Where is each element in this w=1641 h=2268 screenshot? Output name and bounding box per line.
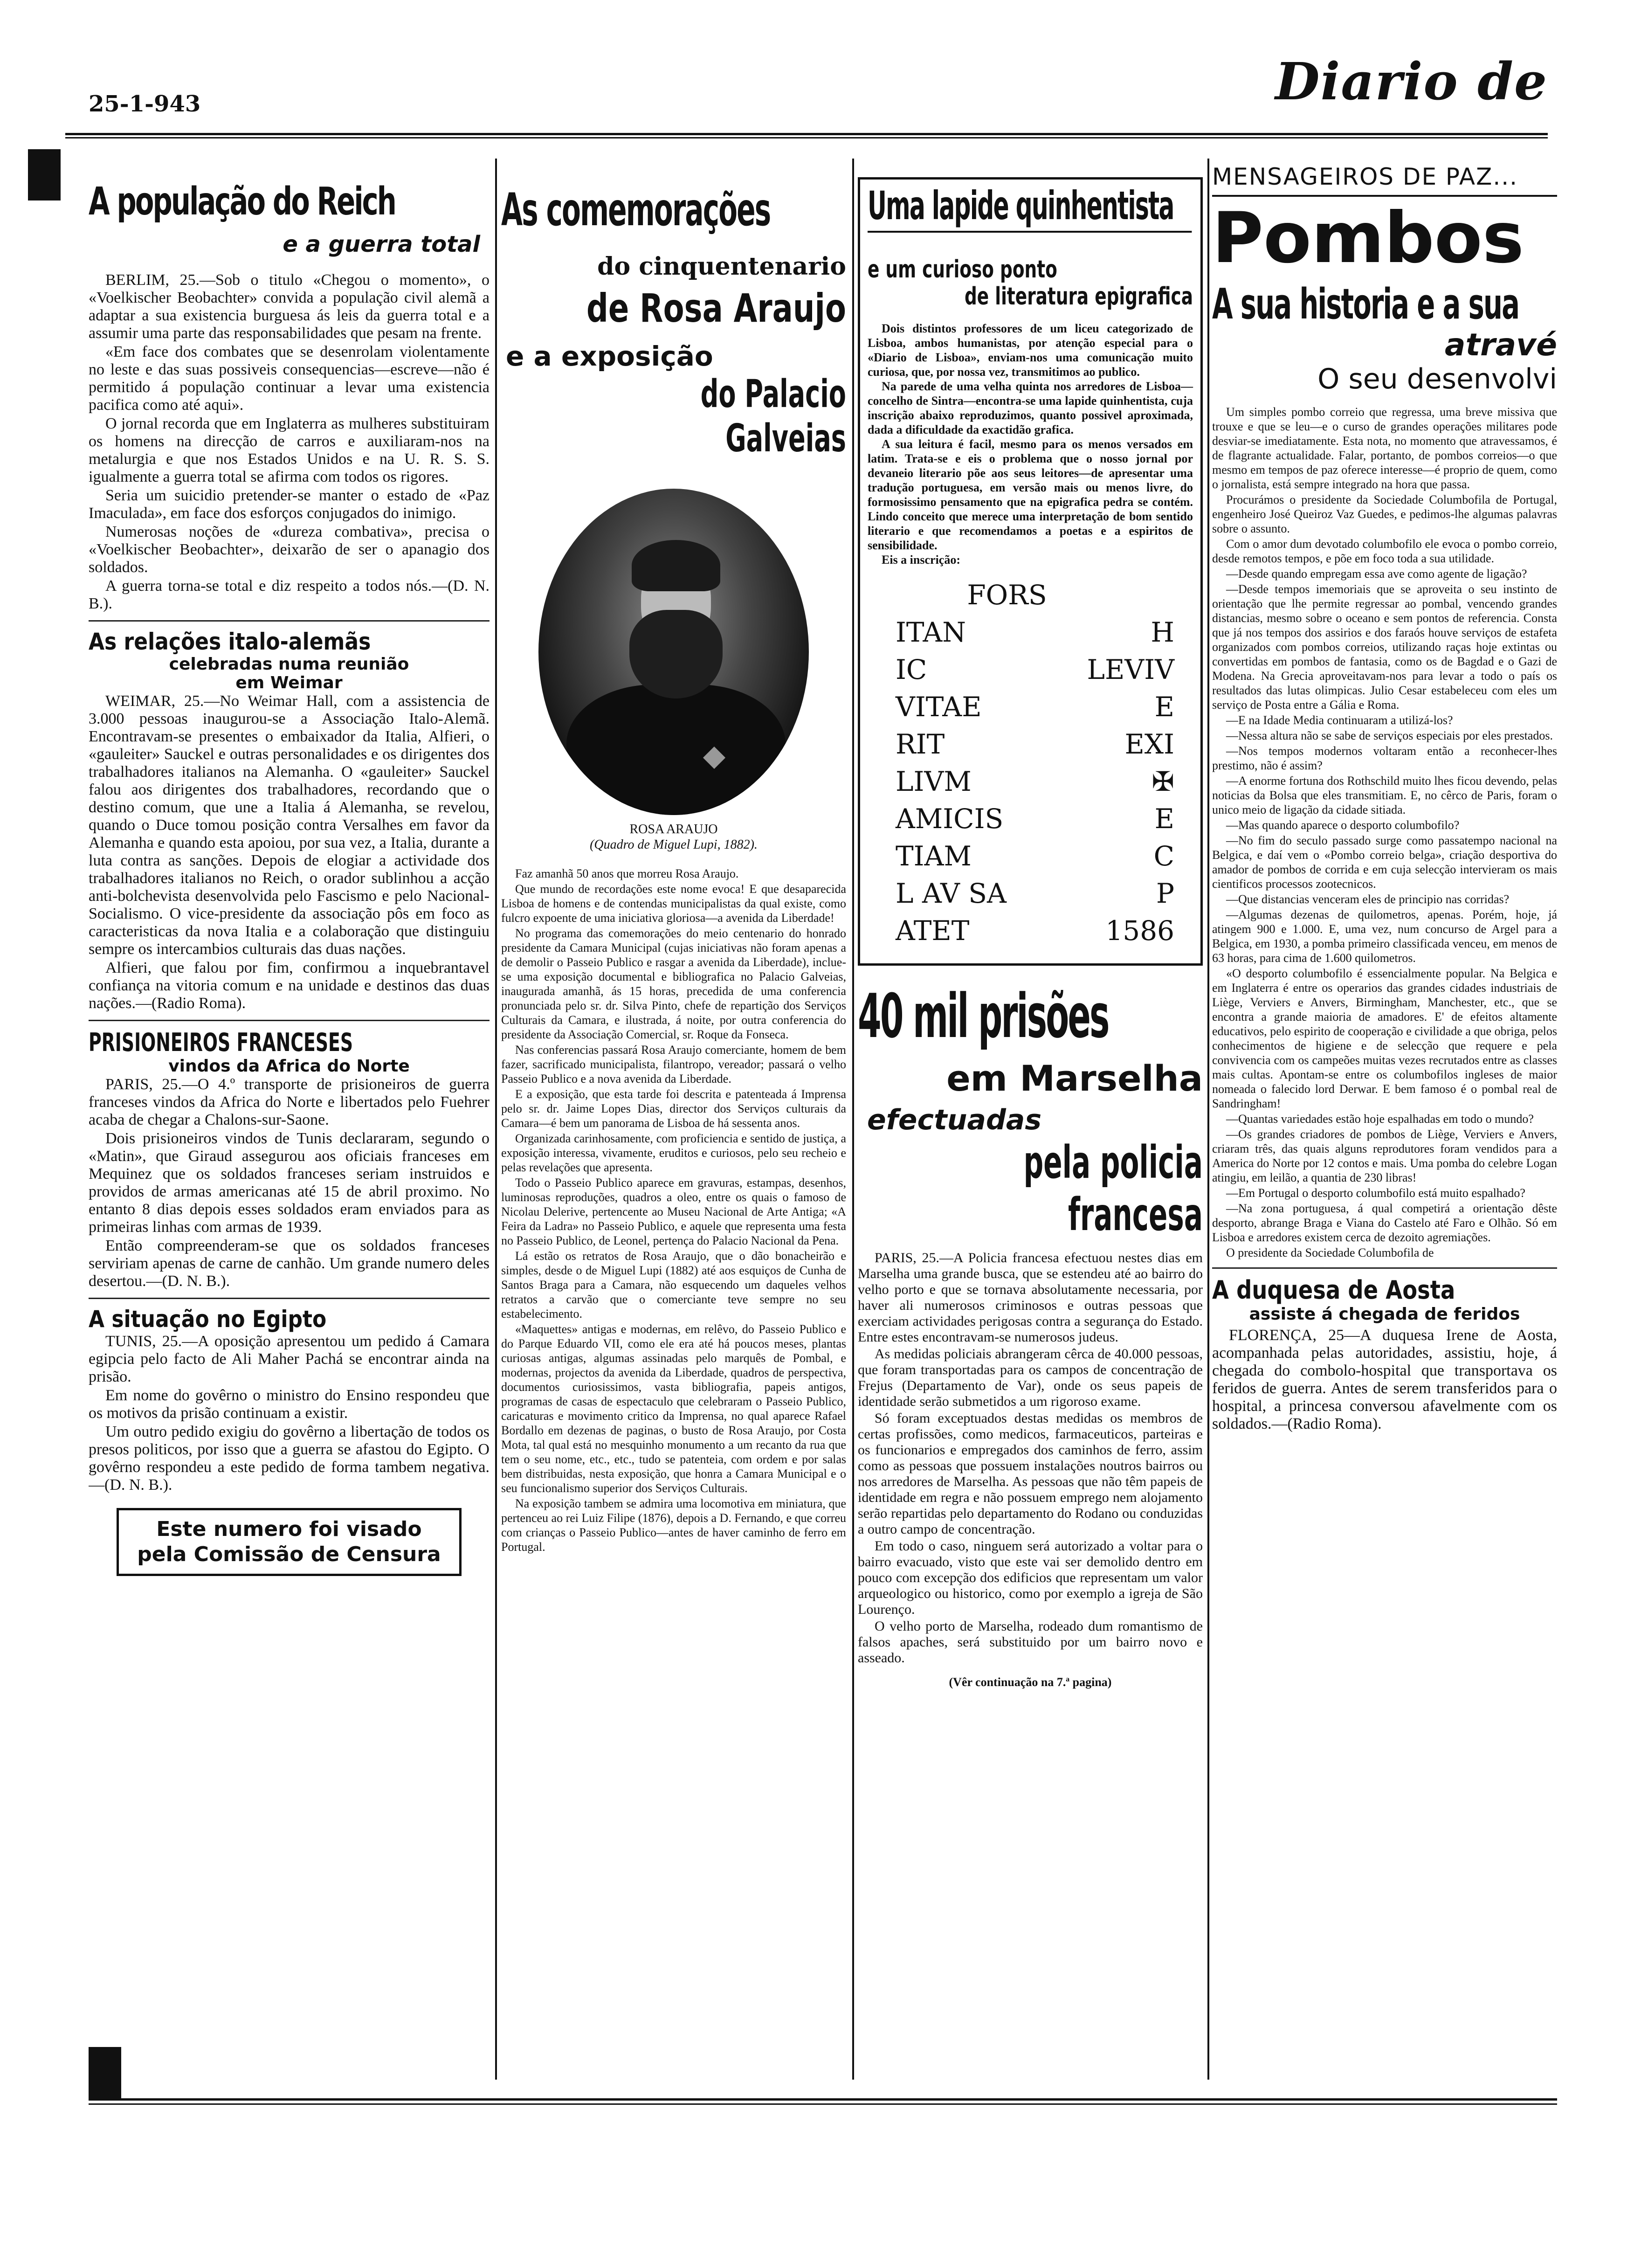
paragraph: O velho porto de Marselha, rodeado dum romantismo de falsos apaches, será substituido por um bairro novo e asseado. [858,1618,1203,1666]
paragraph: Na exposição tambem se admira uma locomotiva em miniatura, que pertenceu ao rei Luiz Filipe (1876), depois a D. Fernando, e que correu com crianças o Passeio Publico—antes de haver caminho de ferro em Portugal. [501,1496,846,1554]
inscription-row: ITAN H [896,616,1174,649]
body-presoes [858,1250,1203,1666]
paragraph: —Na zona portuguesa, á qual competirá a orientação dêste desporto, abrange Braga e Viana do Castelo até Faro e Olhão. Só em Lisboa e arredores existem cerca de dezoito agremiações. [1212,1201,1557,1244]
subhead-italo-1: celebradas numa reunião [169,655,409,674]
paragraph: —Desde quando empregam essa ave como agente de ligação? [1226,567,1527,581]
inscription-row: VITAE E [896,691,1174,723]
paragraph: Faz amanhã 50 anos que morreu Rosa Araujo. [515,866,739,880]
body-italo [89,692,490,1012]
paragraph: —Nessa altura não se sabe de serviços especiais por eles prestados. [1226,728,1553,742]
article-italo [89,628,490,1021]
article-egipto [89,1306,490,1583]
paragraph: FLORENÇA, 25—A duquesa Irene de Aosta, acompanhada pelas autoridades, assistiu, hoje, á chegada do combolo-hospital que transportava os feridos de guerra. Antes de serem transferidos para o hospital, a princesa conversou afavelmente com os soldados.—(Radio Roma). [1212,1326,1557,1432]
kicker-pombos: MENSAGEIROS DE PAZ... [1212,163,1518,190]
paragraph: Em nome do govêrno o ministro do Ensino respondeu que os motivos da prisão continuam a existir. [89,1387,490,1422]
body-egipto [89,1333,490,1494]
body-reich [89,271,490,613]
column-3 [858,159,1203,2089]
article-reich [89,159,490,622]
paragraph: Dois distintos professores de um liceu categorizado de Lisboa, ambos humanistas, por atenção especial para o «Diario de Lisboa», enviam-nos uma comunicação muito curiosa, que, por nossa vez, transmitimos ao publico. [868,322,1193,379]
paragraph: «Em face dos combates que se desenrolam violentamente no leste e das suas possiveis consequencias—escreve—não é permitido á população continuar a levar uma existencia pacifica como até aqui». [89,343,490,414]
inscription-row: LIVM ✠ [896,763,1174,800]
article-presoes [858,981,1203,1689]
newspaper-title: Diario de [1275,51,1548,111]
inscription-row: ATET 1586 [896,915,1174,947]
inscription-row: FORS [967,579,1047,611]
paragraph: —Algumas dezenas de quilometros, apenas. Porém, hoje, já atingem 900 e 1.000. E, uma vez, num concurso de Argel para a Belgica, em 1930, a pomba primeiro classificada venceu, em menos de 63 horas, para cima de 1.600 quilometros. [1212,907,1557,965]
portrait-rosa-araujo [538,489,809,815]
paragraph: Numerosas noções de «dureza combativa», precisa o «Voelkischer Beobachter», deixarão de ser o apanagio dos soldados. [89,523,490,576]
paragraph: «O desporto columbofilo é essencialmente popular. Na Belgica e em Inglaterra é entre os operarios das grandes cidades industriais de Liège, Verviers e Anvers, Birmingham, Manchester, etc., que se encontra a grande maioria de amadores. E' de efeitos altamente educativos, pelo espirito de cooperação e civilidade a que obriga, pelos conhecimentos de higiene e de selecção que requere e pela convivencia com os campeões muitas vezes recrutados entre as classes mais cultas. Apontam-se entre os columbofilos ingleses de maior nomeada o falecido lord Derwar. E bem famoso é o pombal real de Sandringham! [1212,966,1557,1110]
paragraph: Na parede de uma velha quinta nos arredores de Lisboa—concelho de Sintra—encontra-se uma lapide quinhentista, cuja inscrição abaixo reproduzimos, quanto possivel aproximada, dada a dificuldade da exactidão grafica. [868,380,1193,437]
article-pombos [1212,159,1557,1269]
subhead-pombos-3: O seu desenvolvi [1317,362,1557,395]
subhead-lapide-1: e um curioso ponto [868,256,1057,284]
paragraph: O presidente da Sociedade Columbofila de [1226,1245,1434,1259]
paragraph: O jornal recorda que em Inglaterra as mulheres substituiram os homens na direcção de carros e auxiliaram-nos na metalurgia e que nos Estados Unidos e na U. R. S. S. igualmente a guerra total se afirma com todos os rigores. [89,415,490,486]
paragraph: Seria um suicidio pretender-se manter o estado de «Paz Imaculada», em face dos esforços conjugados do inimigo. [89,487,490,522]
paragraph: BERLIM, 25.—Sob o titulo «Chegou o momento», o «Voelkischer Beobachter» convida a população civil alemã a adaptar a sua existencia burguesa ás leis da guerra total e a assumir uma parte das responsabilidades que pesam na frente. [89,271,490,342]
headline-comemoracoes-5: do Palacio Galveias [700,372,846,461]
column-1 [89,159,490,2089]
column-rule [852,159,854,2080]
paragraph: Que mundo de recordações este nome evoca! E que desaparecida Lisboa de homens e de contendas municipalistas da qual existe, como fulcro expoente de uma iniciativa gloriosa—a avenida da Liberdade! [501,882,846,925]
article-aosta [1212,1275,1557,1440]
headline-italo: As relações italo-alemãs [89,628,371,656]
subhead-reich: e a guerra total [283,231,480,258]
headline-presoes-4: pela policia francesa [1023,1136,1203,1241]
paragraph: Eis a inscrição: [882,553,960,567]
headline-comemoracoes: As comemorações [501,184,771,236]
article-lapide [858,177,1203,966]
headline-comemoracoes-4: e a exposição [506,340,713,372]
paragraph: Um simples pombo correio que regressa, uma breve missiva que trouxe e que se leu—e o curso de grandes operações militares pode desviar-se imediatamente. Esta nota, no momento que atravessamos, é de flagrante actualidade. Falar, portanto, de pombos correios—o que mesmo em tempos de paz oferece interesse—é proprio de quem, como o jornalista, está sempre integrado na hora que passa. [1212,405,1557,491]
paragraph: «Maquettes» antigas e modernas, em relêvo, do Passeio Publico e do Parque Eduardo VII, como ele era até há poucos meses, plantas curiosas antigas, algumas assinadas pelo marquês de Pombal, e modernas, projectos da avenida da Liberdade, quadros de perspectiva, documentos curiosissimos, vasta bibliografia, papeis antigos, programas de casas de espectaculo que celebraram o Passeio Publico, caricaturas e movimento critico da Imprensa, no qual aparece Rafael Bordallo em dezenas de paginas, o busto de Rosa Araujo, por Costa Mota, tal qual está no mesquinho monumento a um recanto da rua que tem o seu nome, etc., etc., tudo se patenteia, com ordem e por salas bem distribuidas, nesta exposição, que honra a Camara Municipal e o seu funcionalismo superior dos Serviços Culturais. [501,1322,846,1495]
headline-lapide: Uma lapide quinhentista [868,185,1192,233]
paragraph: Lá estão os retratos de Rosa Araujo, que o dão bonacheirão e simples, desde o de Miguel Lupi (1882) até aos esquiços de Cunha de Santos Braga para a Camara, não esquecendo um daqueles velhos retratos a carvão que o comerciante teve sempre no seu estabelecimento. [501,1249,846,1321]
inscription-row: AMICIS E [896,803,1174,835]
body-comemoracoes [501,866,846,1554]
paragraph: Alfieri, que falou por fim, confirmou a inquebrantavel confiança na vitoria comum e na unidade e destinos das duas nações.—(Radio Roma). [89,959,490,1012]
paragraph: Então compreenderam-se que os soldados franceses serviriam apenas de carne de canhão. Um grande numero deles desertou.—(D. N. B.). [89,1237,490,1290]
headline-prisioneiros: PRISIONEIROS FRANCESES [89,1028,353,1058]
film-frame-marker [89,2047,121,2098]
paragraph: Com o amor dum devotado columbofilo ele evoca o pombo correio, desde remotos tempos, e põe em foco toda a sua utilidade. [1212,537,1557,565]
column-rule [1207,159,1209,2080]
cross-icon: ✠ [1151,766,1174,798]
subhead-pombos-1: A sua historia e a sua [1212,280,1519,329]
body-lapide [868,321,1193,567]
paragraph: Todo o Passeio Publico aparece em gravuras, estampas, desenhos, luminosas reproduções, quadros a oleo, entre os quais o famoso de Nicolau Delerive, pertencente ao Museu Nacional de Arte Antiga; «A Feira da Ladra» no Passeio Publico, e aquele que representa uma festa no Passeio Publico, de Leonel, pertença do Palacio Nacional da Pena. [501,1175,846,1247]
paragraph: Organizada carinhosamente, com proficiencia e sentido de justiça, a exposição interessa, vivamente, eruditos e curiosos, pelo seu recheio e pelas revelações que apresenta. [501,1131,846,1174]
top-rule [65,133,1548,138]
paragraph: —Desde tempos imemoriais que se aproveita o seu instinto de orientação que lhe permite regressar ao pombal, vencendo grandes distancias, mesmo sobre o oceano e sem pontos de referencia. Consta que já nos tempos dos assirios e dos faraós houve serviços de estafeta organizados com pombos correios, utilizando raças hoje extintas ou convertidas em pombos de fantasia, como os de Bagdad e o Gazi de Modena. Na Grecia aproveitavam-nos para levar a todo o país os resultados das lutas olimpicas. Julio Cesar estabeleceu com eles um serviço de Posta entre a Gália e Roma. [1212,582,1557,712]
inscription-row: L AV SA P [896,878,1174,910]
column-rule [495,159,497,2080]
headline-comemoracoes-2: do cinquentenario [597,252,846,281]
issue-date: 25-1-943 [89,91,201,117]
paragraph: Nas conferencias passará Rosa Araujo comerciante, homem de bem fazer, sacrificado municipalista, filantropo, vereador; passará o velho Passeio Publico e a nova avenida da Liberdade. [501,1043,846,1086]
paragraph: Procurámos o presidente da Sociedade Columbofila de Portugal, engenheiro José Queiroz Vaz Guedes, e pedimos-lhe algumas palavras sobre o assunto. [1212,492,1557,535]
photo-caption: ROSA ARAUJO [629,822,718,837]
paragraph: —Quantas variedades estão hoje espalhadas em todo o mundo? [1226,1112,1534,1126]
censorship-notice [117,1508,462,1576]
paragraph: Um outro pedido exigiu do govêrno a libertação de todos os presos politicos, por isso que a guerra se afastou do Egipto. O govêrno respondeu a este pedido de forma tambem negativa.—(D. N. B.). [89,1423,490,1494]
latin-inscription [896,576,1174,949]
paragraph: —Os grandes criadores de pombos de Liège, Verviers e Anvers, criaram três, das quais alguns reprodutores foram vendidos para a America do Norte por 12 contos e mais. Uma pomba do celebre Logan atingiu, em leilão, a quantia de 230 libras! [1212,1127,1557,1184]
bottom-rule [89,2098,1557,2105]
film-frame-marker [28,149,61,201]
paragraph: WEIMAR, 25.—No Weimar Hall, com a assistencia de 3.000 pessoas inaugurou-se a Associação Italo-Alemã. Encontravam-se presentes o embaixador da Italia, Alfieri, o «gauleiter» Sauckel e outras personalidades e os dirigentes dos trabalhadores italianos na Alemanha. O «gauleiter» Sauckel falou aos dirigentes dos trabalhadores, recordando que o destino comum, que une a Italia á Alemanha, se revelou, quando o Duce tomou posição contra Versalhes em favor da Alemanha e quando esta apoiou, por sua vez, a Italia, durante a luta contra as sanções. Depois de elogiar a actividade dos trabalhadores italianos no Reich, o orador sublinhou a acção anti-bolchevista desenvolvida pelo Fascismo e pelo Nacional-Socialismo. O vice-presidente da associação pôs em foco as caracteristicas da nova Italia e a colaboração que distinguiu sempre os intercambios culturais das duas nações. [89,692,490,958]
headline-pombos: Pombos [1212,195,1557,273]
paragraph: —A enorme fortuna dos Rothschild muito lhes ficou devendo, pelas noticias da Bolsa que eles transmitiam. E, no cêrco de Paris, foram o unico meio de ligação da cidade sitiada. [1212,774,1557,816]
paragraph: E a exposição, que esta tarde foi descrita e patenteada á Imprensa pelo sr. dr. Jaime Lopes Dias, director dos Serviços culturais da Camara—é bem um panorama de Lisboa de há sessenta anos. [501,1087,846,1130]
paragraph: PARIS, 25.—O 4.º transporte de prisioneiros de guerra franceses vindos da Africa do Norte e libertados pelo Fuehrer acaba de chegar a Chalons-sur-Saone. [89,1076,490,1129]
subhead-pombos-2: atravé [1445,326,1557,363]
subhead-prisioneiros: vindos da Africa do Norte [168,1057,410,1076]
inscription-row: IC LEVIV [896,654,1174,686]
headline-aosta: A duquesa de Aosta [1212,1275,1455,1305]
headline-reich: A população do Reich [89,180,395,224]
subhead-lapide-2: de literatura epigrafica [965,283,1193,311]
headline-comemoracoes-3: de Rosa Araujo [586,285,846,331]
subhead-aosta: assiste á chegada de feridos [1249,1304,1520,1324]
paragraph: —No fim do seculo passado surge como passatempo nacional na Belgica, e daí vem o «Pombo correio belga», criação desportiva do amador de pombos de corrida e em cuja selecção intervieram os mais cientificos processos zootecnicos. [1212,833,1557,891]
paragraph: —Nos tempos modernos voltaram então a reconhecer-lhes prestimo, não é assim? [1212,744,1557,772]
paragraph: A sua leitura é facil, mesmo para os menos versados em latim. Trata-se e eis o problema que o nosso jornal por devaneio literario põe aos seus leitores—de apresentar uma tradução portuguesa, em versão mais ou menos livre, do formosissimo pensamento que na epigrafica pedra se contém. Lindo conceito que merece uma interpretação de bom sentido literario e que recomendamos a poetas e a espiritos de sensibilidade. [868,437,1193,553]
paragraph: TUNIS, 25.—A oposição apresentou um pedido á Camara egipcia pelo facto de Ali Maher Pachá se encontrar ainda na prisão. [89,1333,490,1386]
inscription-row: TIAM C [896,840,1174,872]
paragraph: PARIS, 25.—A Policia francesa efectuou nestes dias em Marselha uma grande busca, que se estendeu até ao bairro do velho porto e que se tornava absolutamente necessaria, por haver ali numerosos criminosos e outras pessoas que exerciam actividades perigosas contra a segurança do Estado. Entre estes encontravam-se numerosos judeus. [858,1250,1203,1345]
paragraph: Dois prisioneiros vindos de Tunis declararam, segundo o «Matin», que Giraud assegurou aos oficiais franceses em Mequinez que os soldados franceses seriam instruidos e providos de armas americanas até 15 de abril proximo. No entanto 8 dias depois esses soldados eram enviados para as primeiras linhas com armas de 1939. [89,1130,490,1236]
censorship-line-2: pela Comissão de Censura [137,1542,441,1567]
censorship-line-1: Este numero foi visado [156,1517,422,1542]
body-aosta [1212,1327,1557,1433]
paragraph: —Mas quando aparece o desporto columbofilo? [1226,818,1460,832]
paragraph: —Que distancias venceram eles de principio nas corridas? [1226,892,1510,906]
photo-credit: (Quadro de Miguel Lupi, 1882). [590,837,758,852]
headline-presoes-3: efectuadas [867,1103,1042,1136]
inscription-row: RIT EXI [896,728,1174,761]
paragraph: A guerra torna-se total e diz respeito a todos nós.—(D. N. B.). [89,577,490,613]
paragraph: As medidas policiais abrangeram cêrca de 40.000 pessoas, que foram transportadas para os campos de concentração de Frejus (Departamento de Var), onde os seus papeis de identidade serão submetidos a um rigoroso exame. [858,1346,1203,1409]
column-2 [501,159,846,2089]
article-prisioneiros [89,1028,490,1299]
paragraph: —Em Portugal o desporto columbofilo está muito espalhado? [1226,1186,1525,1200]
headline-presoes-2: em Marselha [946,1057,1203,1099]
paragraph: No programa das comemorações do meio centenario do honrado presidente da Camara Municipal (cujas iniciativas não foram apenas a de demolir o Passeio Publico e rasgar a avenida da Liberdade), inclue-se uma exposição documental e bibliografica no Palacio Galveias, inaugurada amanhã, ás 15 horas, precedida de uma conferencia pronunciada pelo sr. dr. Silva Pinto, chefe de repartição dos Serviços Culturais da Camara, e ilustrada, á noite, por outra conferencia do presidente da Associação Comercial, sr. Roque da Fonseca. [501,926,846,1041]
masthead [0,0,1641,140]
paragraph: Só foram exceptuados destas medidas os membros de certas profissões, como medicos, farmaceuticos, parteiras e os funcionarios e empregados dos caminhos de ferro, assim como as pessoas que possuem instalações noutros bairros ou nos arredores de Marselha. As pessoas que não têm papeis de identidade em regra e não possuem emprego nem alojamento serão repartidas pelo departamento do Rodano ou conduzidas a outro campo de concentração. [858,1410,1203,1537]
headline-presoes: 40 mil prisões [858,981,1109,1052]
body-prisioneiros [89,1076,490,1290]
continuation-note: (Vêr continuação na 7.ª pagina) [949,1675,1112,1689]
subhead-italo-2: em Weimar [235,673,343,693]
body-pombos [1212,405,1557,1260]
column-4 [1212,159,1557,2089]
headline-egipto: A situação no Egipto [89,1306,327,1333]
paragraph: Em todo o caso, ninguem será autorizado a voltar para o bairro evacuado, visto que este vai ser demolido dentro em pouco com excepção dos edificios que representam um valor arqueologico ou historico, como por exemplo a igreja de São Lourenço. [858,1538,1203,1617]
paragraph: —E na Idade Media continuaram a utilizá-los? [1226,713,1453,727]
